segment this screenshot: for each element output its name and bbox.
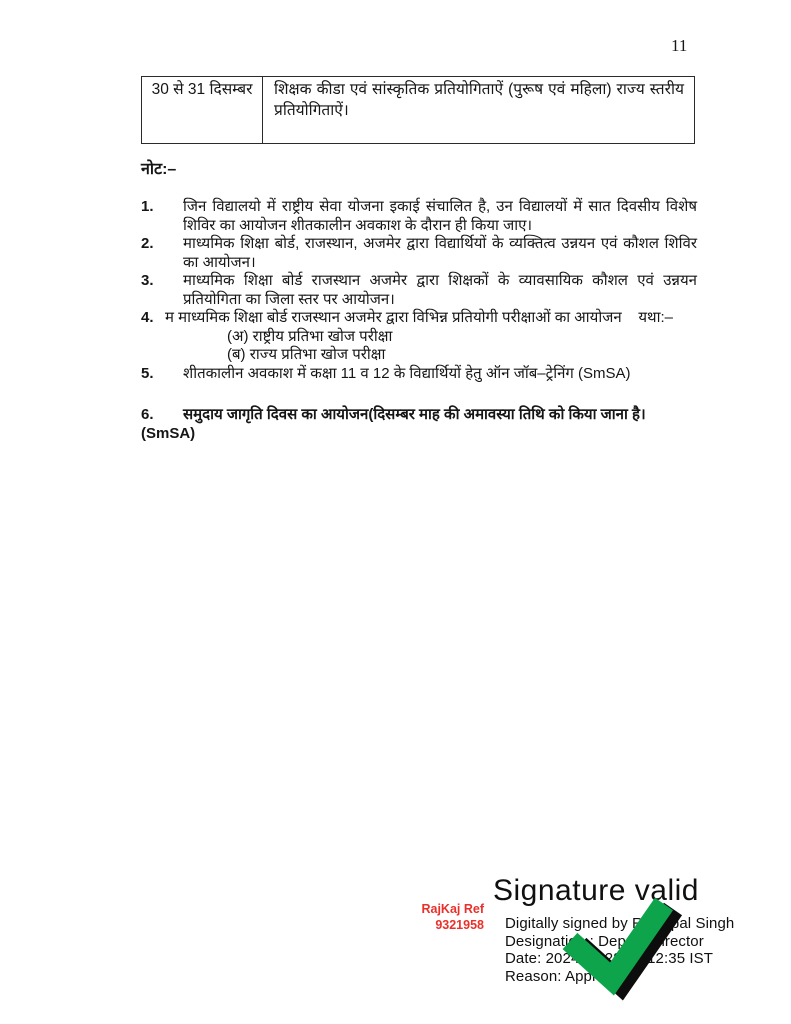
notes-section <box>141 160 697 443</box>
note-text: माध्यमिक शिक्षा बोर्ड, राजस्थान, अजमेर द्वारा विद्यार्थियों के व्यक्तित्व उन्नयन एवं कौशल शिविर का आयोजन। <box>183 235 697 271</box>
rajkaj-ref-number: 9321958 <box>435 917 484 932</box>
note-item-4 <box>141 309 697 328</box>
rajkaj-ref-label: RajKaj Ref <box>421 902 484 916</box>
signature-reason-line: Reason: Approved <box>505 967 631 985</box>
note-item-1 <box>141 198 697 235</box>
note-text: जिन विद्यालयो में राष्ट्रीय सेवा योजना इकाई संचालित है, उन विद्यालयों में सात दिवसीय विशेष शिविर का आयोजन शीतकालीन अवकाश के दौरान ही किया जाए। <box>183 198 697 234</box>
table-cell-detail: शिक्षक कीडा एवं सांस्कृतिक प्रतियोगिताऐं (पुरूष एवं महिला) राज्य स्तरीय प्रतियोगिताऐं। <box>263 77 695 144</box>
note-text: माध्यमिक शिक्षा बोर्ड राजस्थान अजमेर द्वारा शिक्षकों के व्यावसायिक कौशल एवं उन्नयन प्रतियोगिता का जिला स्तर पर आयोजन। <box>183 272 697 308</box>
signature-signer-line: Digitally signed by Richhpal Singh <box>505 915 735 932</box>
note-item-6 <box>141 406 697 425</box>
note-item-5 <box>141 365 697 384</box>
note-item-3 <box>141 272 697 309</box>
table-cell-date: 30 से 31 दिसम्बर <box>142 77 263 144</box>
note-text-continuation: (SmSA) <box>141 424 196 442</box>
schedule-table <box>141 76 695 144</box>
note-number: 1. <box>141 198 154 215</box>
signature-valid-title: Signature valid <box>493 874 699 907</box>
note-number: 4. <box>141 309 154 326</box>
check-mark <box>570 904 664 979</box>
signature-designation-line: Designation : Deputy Director <box>505 932 704 950</box>
notes-heading: नोट:– <box>141 161 177 178</box>
note-item-2 <box>141 235 697 272</box>
rajkaj-ref-block <box>398 902 484 933</box>
note-number: 2. <box>141 235 154 252</box>
note-sub-item-b: (ब) राज्य प्रतिभा खोज परीक्षा <box>227 346 386 363</box>
signature-valid-check-icon <box>558 893 690 1005</box>
note-text: शीतकालीन अवकाश में कक्षा 11 व 12 के विद्यार्थियों हेतु ऑन जॉब–ट्रेनिंग (SmSA) <box>183 364 631 382</box>
signature-date-line: Date: 2024.07.28 17:12:35 IST <box>505 950 714 967</box>
note-text: म माध्यमिक शिक्षा बोर्ड राजस्थान अजमेर द्वारा विभिन्न प्रतियोगी परीक्षाओं का आयोजन यथा:– <box>165 309 674 326</box>
note-number: 6. <box>141 406 154 423</box>
note-number: 5. <box>141 364 154 382</box>
page-number: 11 <box>671 36 688 55</box>
note-text: समुदाय जागृति दिवस का आयोजन(दिसम्बर माह की अमावस्या तिथि को किया जाना है। <box>183 406 646 423</box>
note-sub-item-a: (अ) राष्ट्रीय प्रतिभा खोज परीक्षा <box>227 327 393 345</box>
table-row <box>142 77 695 144</box>
note-number: 3. <box>141 272 154 289</box>
